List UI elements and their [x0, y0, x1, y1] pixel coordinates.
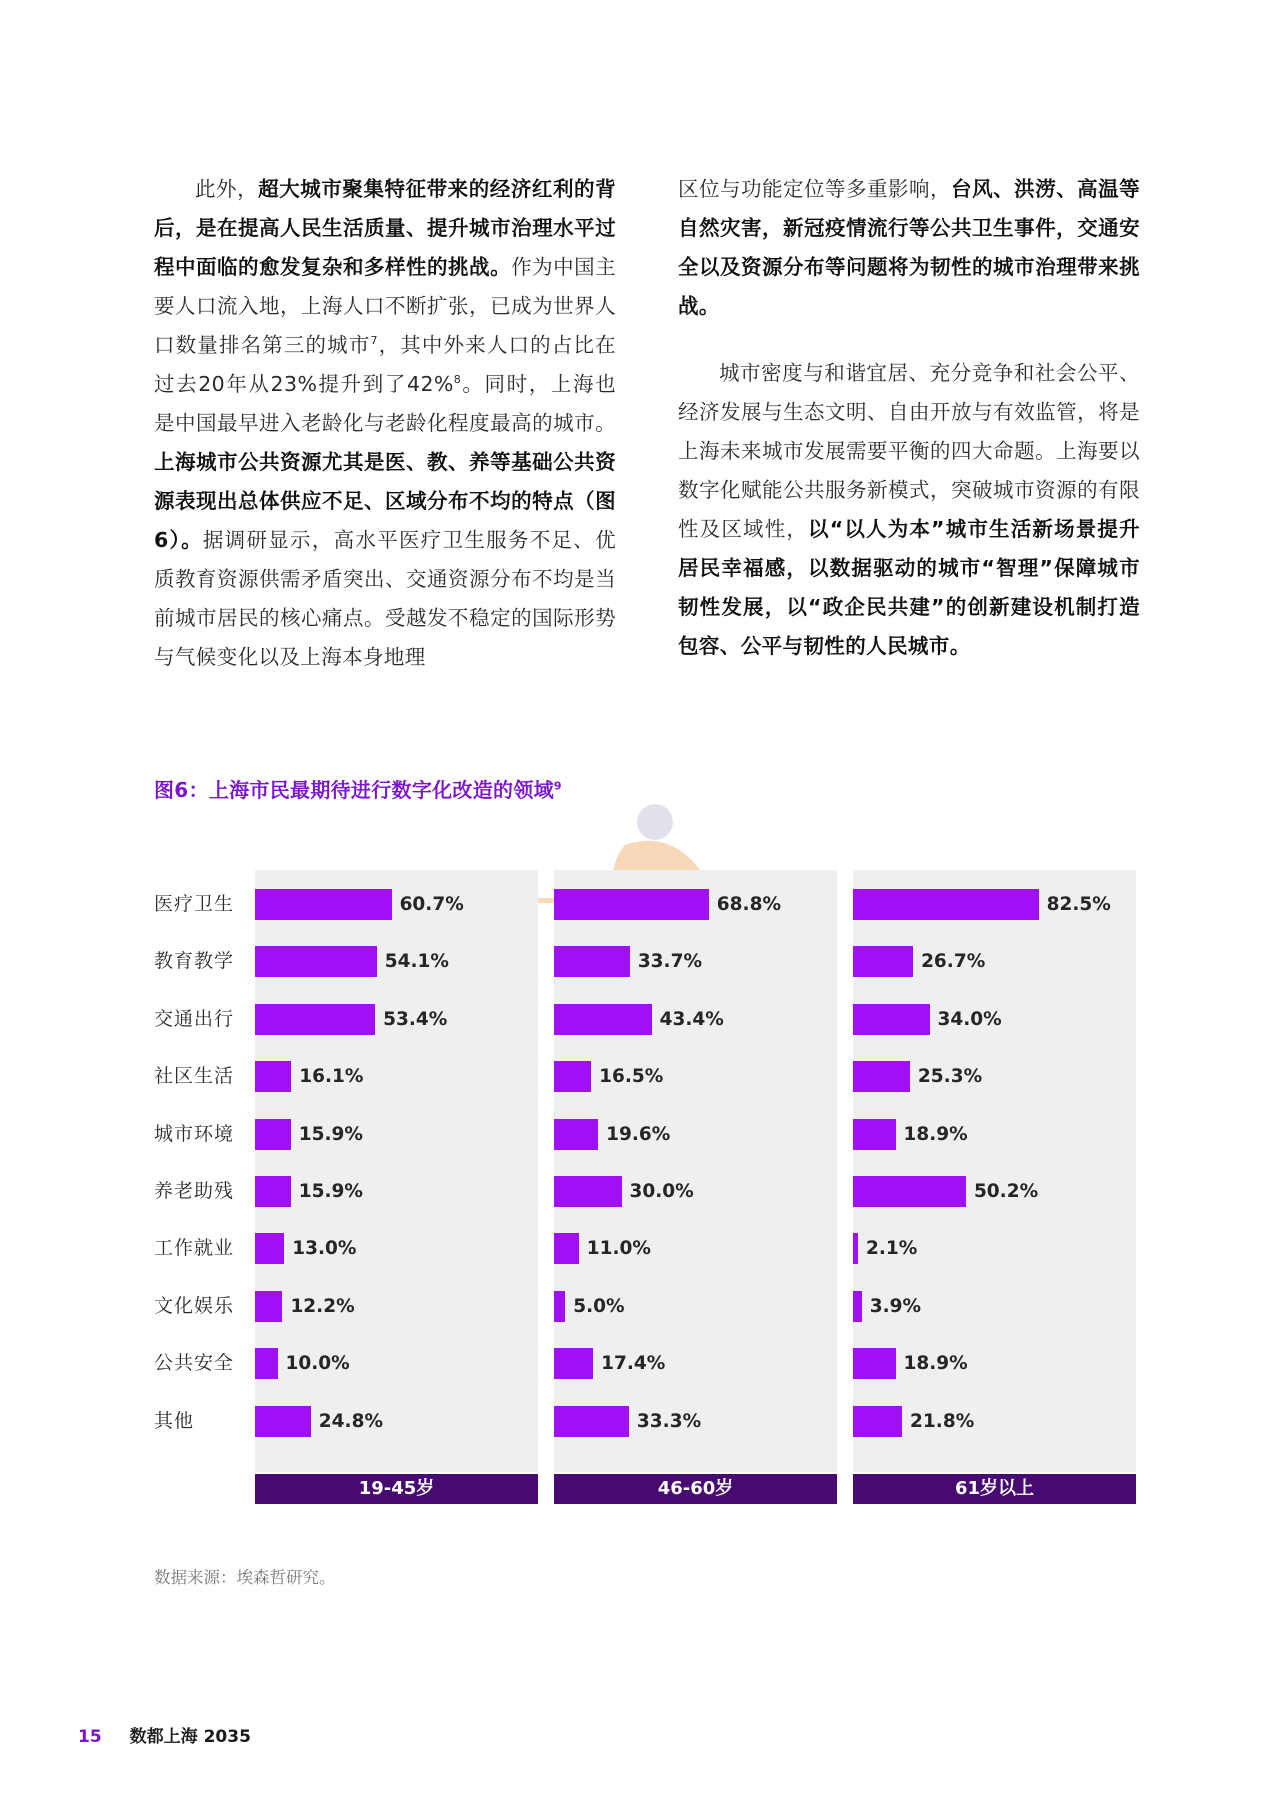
bar: [853, 946, 913, 977]
data-label: 21.8%: [910, 1410, 975, 1432]
category-label: 文化娱乐: [154, 1294, 235, 1317]
bar: [255, 1061, 291, 1092]
data-label: 11.0%: [586, 1238, 651, 1260]
data-label: 54.1%: [384, 951, 449, 973]
bar: [853, 1119, 896, 1150]
text-run: 作为中国主要人口流入地，上海人口不断扩张，已成为世界人口数量排名第三的城市: [154, 255, 616, 357]
data-label: 19.6%: [606, 1123, 671, 1145]
data-label: 43.4%: [659, 1008, 724, 1030]
data-label: 60.7%: [399, 894, 464, 915]
data-label: 34.0%: [937, 1008, 1002, 1030]
data-source-note: 数据来源：埃森哲研究。: [154, 1568, 336, 1587]
text-run: 此外，: [195, 177, 259, 201]
bar: [853, 1061, 910, 1092]
data-label: 26.7%: [921, 951, 986, 973]
bold-text: 以“以人为本”城市生活新场景提升居民幸福感，以数据驱动的城市“智理”保障城市韧性发展，以“政企民共建”的创新建设机制打造包容、公平与韧性的人民城市。: [678, 517, 1140, 658]
text-run: 区位与功能定位等多重影响，: [678, 177, 952, 201]
bar: [853, 1348, 896, 1379]
data-label: 5.0%: [573, 1295, 625, 1317]
left-paragraph: [154, 170, 616, 677]
bar: [853, 1406, 902, 1437]
data-label: 17.4%: [601, 1353, 666, 1375]
right-paragraph-2: [678, 354, 1140, 666]
text-run: 。同时，上海也是中国最早进入老龄化与老龄化程度最高的城市。: [154, 372, 616, 435]
text-run: 据调研显示，高水平医疗卫生服务不足、优质教育资源供需矛盾突出、交通资源分布不均是当前城市居民的核心痛点。受越发不稳定的国际形势与气候变化以及上海本身地理: [154, 528, 616, 669]
bar: [255, 889, 392, 920]
data-label: 16.5%: [599, 1066, 664, 1088]
category-label: 交通出行: [154, 1007, 235, 1030]
category-label: 教育教学: [154, 950, 235, 973]
age-group-label: 19-45岁: [255, 1474, 538, 1504]
data-label: 53.4%: [383, 1008, 448, 1030]
data-label: 16.1%: [299, 1066, 364, 1088]
page-footer: [78, 1722, 251, 1747]
data-label: 82.5%: [1046, 894, 1111, 915]
data-label: 30.0%: [629, 1181, 694, 1202]
bar: [255, 1176, 291, 1207]
data-label: 24.8%: [318, 1410, 383, 1432]
figure-title: 图6：上海市民最期待进行数字化改造的领域$^9$: [154, 778, 562, 802]
bar: [255, 1291, 282, 1322]
bar: [554, 946, 630, 977]
bold-text: 超大城市聚集特征带来的经济红利的背后，是在提高人民生活质量、提升城市治理水平过程中面临的愈发复杂和多样性的挑战。: [154, 177, 616, 279]
bold-text: 上海城市公共资源尤其是医、教、养等基础公共资源表现出总体供应不足、区域分布不均的特点（图6）。: [154, 450, 616, 552]
bar: [255, 1119, 291, 1150]
bar: [255, 946, 377, 977]
data-label: 33.3%: [636, 1410, 702, 1432]
category-label: 工作就业: [154, 1237, 235, 1260]
page-number: 15: [78, 1727, 102, 1747]
category-label: 公共安全: [154, 1352, 235, 1375]
bar: [554, 1176, 622, 1207]
bar: [554, 1406, 629, 1437]
age-group-label: 61岁以上: [853, 1474, 1136, 1504]
data-label: 15.9%: [298, 1123, 363, 1145]
bar: [554, 1291, 565, 1322]
data-label: 18.9%: [903, 1123, 968, 1145]
data-label: 13.0%: [292, 1238, 357, 1260]
bar: [255, 1348, 278, 1379]
category-label: 其他: [154, 1409, 195, 1432]
bar: [853, 1233, 858, 1264]
footnote-ref: 7: [370, 334, 378, 348]
data-label: 12.2%: [290, 1295, 355, 1317]
bar: [255, 1233, 284, 1264]
bold-text: 台风、洪涝、高温等自然灾害，新冠疫情流行等公共卫生事件，交通安全以及资源分布等问题将为韧性的城市治理带来挑战。: [678, 177, 1140, 318]
left-text-column: [154, 170, 616, 677]
category-label: 医疗卫生: [154, 893, 235, 915]
category-label: 城市环境: [154, 1122, 235, 1145]
data-label: 15.9%: [298, 1181, 363, 1202]
data-label: 68.8%: [716, 894, 781, 915]
text-run: 城市密度与和谐宜居、充分竞争和社会公平、经济发展与生态文明、自由开放与有效监管，将是上海未来城市发展需要平衡的四大命题。上海要以数字化赋能公共服务新模式，突破城市资源的有限性及区域性，: [678, 361, 1140, 541]
data-label: 25.3%: [917, 1066, 983, 1088]
bar: [554, 1119, 598, 1150]
footnote-ref: 8: [453, 373, 462, 387]
bar: [853, 1004, 930, 1035]
data-label: 50.2%: [973, 1181, 1039, 1202]
bar: [853, 889, 1039, 920]
bar: [554, 1233, 579, 1264]
bar: [554, 1348, 593, 1379]
right-paragraph-1: [678, 170, 1140, 326]
data-label: 2.1%: [866, 1238, 918, 1260]
bar: [853, 1176, 966, 1207]
right-text-column: [678, 170, 1140, 666]
age-group-label: 46-60岁: [554, 1474, 837, 1504]
bar: [255, 1004, 375, 1035]
bar: [853, 1291, 862, 1322]
publication-title: 数都上海 2035: [129, 1727, 251, 1747]
data-label: 33.7%: [637, 951, 702, 973]
bar: [554, 1061, 591, 1092]
bar: [255, 1406, 311, 1437]
category-label: 养老助残: [154, 1180, 235, 1202]
data-label: 10.0%: [285, 1353, 350, 1375]
bar: [554, 1004, 652, 1035]
data-label: 18.9%: [903, 1353, 968, 1375]
text-run: ，其中外来人口的占比在过去20年从23%提升到了42%: [154, 333, 617, 396]
category-label: 社区生活: [154, 1065, 235, 1088]
data-label: 3.9%: [869, 1295, 922, 1317]
bar: [554, 889, 709, 920]
